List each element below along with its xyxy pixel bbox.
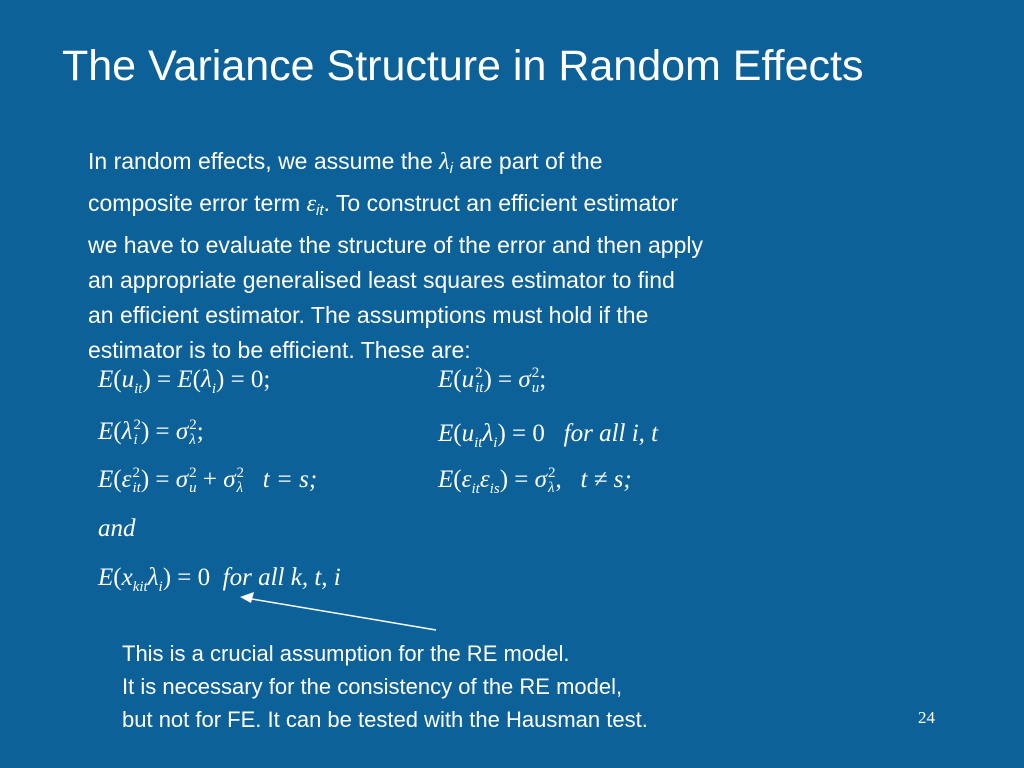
note-line-2: It is necessary for the consistency of the RE model, [122,674,623,699]
intro-text: . To construct an efficient estimator [323,190,679,216]
intro-text: composite error term [88,190,307,216]
equation-exogeneity: $E(x_{kit}\lambda_i) = 0$ for all k, t, i [98,564,341,595]
epsilon-subscript: it [316,202,324,219]
intro-line-3: we have to evaluate the structure of the error and then apply [88,232,703,258]
for-all-it-text: for all i, t [563,420,659,447]
equation-mean-u-lambda: $E(u_{it}) = E(\lambda_i) = 0$; [98,366,271,397]
t-not-equal-s-text: t ≠ s; [580,466,632,493]
equation-variance-u: E(u 2 it ) = σ 2 u ; [438,365,547,397]
intro-line-5: an efficient estimator. The assumptions must hold if the [88,302,649,328]
equation-variance-epsilon: E(ε 2 it ) = σ 2 u + σ 2 λ t = s; [98,465,318,497]
lambda-subscript: i [449,160,453,177]
note-line-1: This is a crucial assumption for the RE model. [122,641,570,666]
note-line-3: but not for FE. It can be tested with the Hausman test. [122,707,648,732]
intro-line-6: estimator is to be efficient. These are: [88,337,471,363]
intro-text: In random effects, we assume the [88,148,440,174]
and-word: and [98,515,136,542]
equation-covariance-epsilon: $E(\varepsilon_{it}\varepsilon_{is}) = \sigma$ 2 λ , t ≠ s; [438,465,632,497]
intro-paragraph [88,144,703,368]
intro-text: are part of the [452,148,603,174]
intro-line-4: an appropriate generalised least squares estimator to find [88,267,675,293]
epsilon-symbol: ε [306,191,317,217]
intro-line-2 [88,186,703,228]
equation-covariance-u-lambda: $E(u_{it}\lambda_i) = 0$ for all i, t [438,420,659,451]
t-equals-s-text: t = s; [262,466,318,493]
note-paragraph [122,637,648,736]
lambda-symbol: λ [439,149,450,175]
intro-line-1 [88,144,703,186]
slide-title: The Variance Structure in Random Effects [62,42,864,90]
equation-variance-lambda: E(λ 2 i ) = σ 2 λ ; [98,417,204,449]
for-all-kti-text: for all k, t, i [222,564,341,591]
page-number: 24 [918,708,935,727]
